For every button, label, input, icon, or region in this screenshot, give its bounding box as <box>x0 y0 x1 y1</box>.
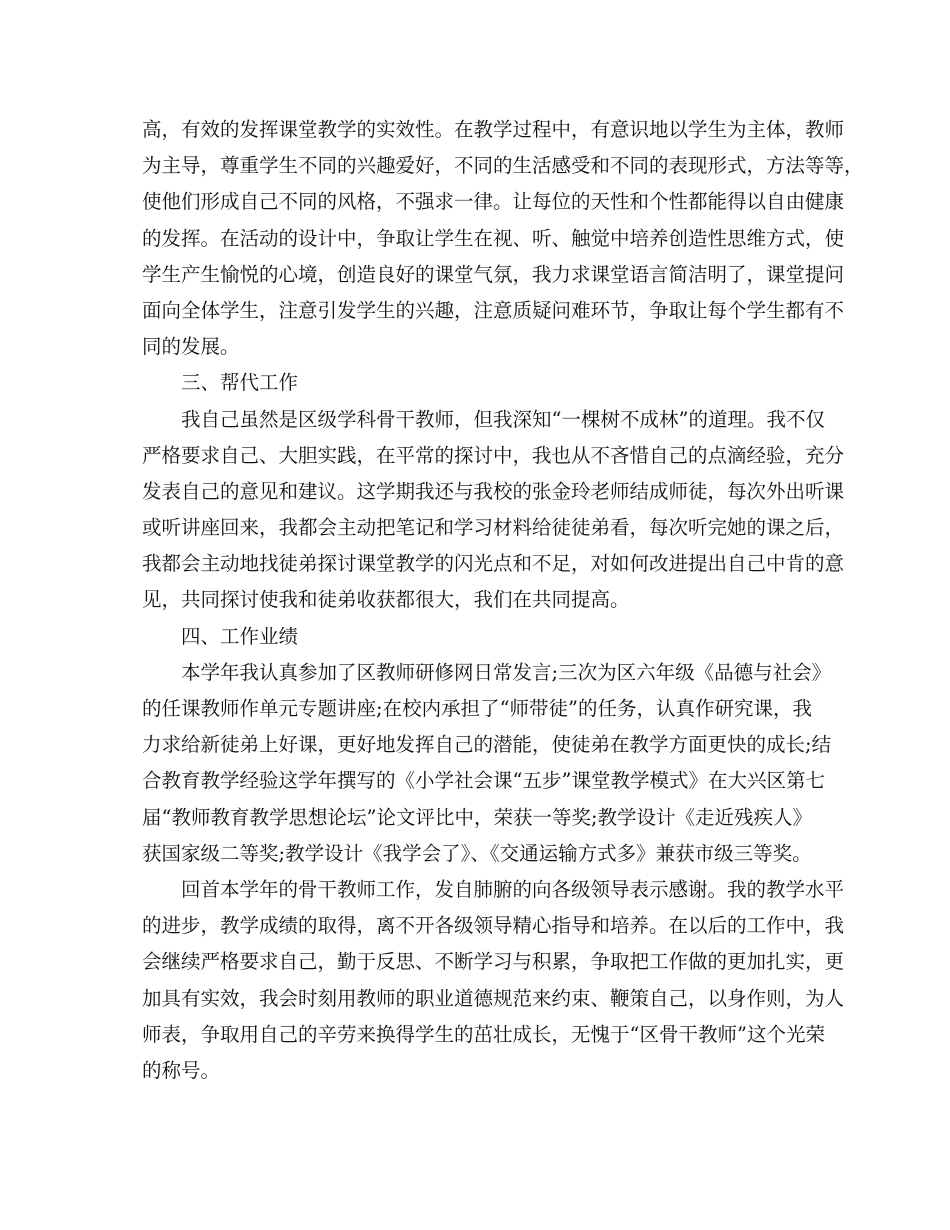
text-line: 回首本学年的骨干教师工作，发自肺腑的向各级领导表示感谢。我的教学水平 <box>181 877 845 901</box>
text-line: 会继续严格要求自己，勤于反思、不断学习与积累，争取把工作做的更加扎实，更 <box>142 950 845 974</box>
text-line: 我都会主动地找徒弟探讨课堂教学的闪光点和不足，对如何改进提出自己中肯的意 <box>142 552 845 576</box>
text-line: 发表自己的意见和建议。这学期我还与我校的张金玲老师结成师徒，每次外出听课 <box>142 479 845 503</box>
text-line: 的发挥。在活动的设计中，争取让学生在视、听、触觉中培养创造性思维方式，使 <box>142 226 845 250</box>
text-line: 届“教师教育教学思想论坛”论文评比中，荣获一等奖;教学设计《走近残疾人》 <box>142 805 813 829</box>
text-line: 的任课教师作单元专题讲座;在校内承担了“师带徒”的任务，认真作研究课，我 <box>142 697 813 720</box>
text-line: 我自己虽然是区级学科骨干教师，但我深知“一棵树不成林”的道理。我不仅 <box>181 407 825 431</box>
text-line: 获国家级二等奖;教学设计《我学会了》、《交通运输方式多》兼获市级三等奖。 <box>142 841 812 865</box>
text-line: 使他们形成自己不同的风格，不强求一律。让每位的天性和个性都能得以自由健康 <box>142 190 845 214</box>
text-line: 为主导，尊重学生不同的兴趣爱好，不同的生活感受和不同的表现形式，方法等等， <box>142 154 864 178</box>
text-line: 面向全体学生，注意引发学生的兴趣，注意质疑问难环节，争取让每个学生都有不 <box>142 298 845 322</box>
text-line: 加具有实效，我会时刻用教师的职业道德规范来约束、鞭策自己，以身作则，为人 <box>142 986 845 1010</box>
text-line: 同的发展。 <box>142 335 240 359</box>
text-line: 高，有效的发挥课堂教学的实效性。在教学过程中，有意识地以学生为主体，教师 <box>142 118 845 141</box>
text-line: 四、工作业绩 <box>181 624 299 648</box>
text-line: 严格要求自己、大胆实践，在平常的探讨中，我也从不吝惜自己的点滴经验，充分 <box>142 443 845 467</box>
text-line: 见，共同探讨使我和徒弟收获都很大，我们在共同提高。 <box>142 588 630 612</box>
text-line: 或听讲座回来，我都会主动把笔记和学习材料给徒徒弟看，每次听完她的课之后， <box>142 516 845 540</box>
text-line: 学生产生愉悦的心境，创造良好的课堂气氛，我力求课堂语言简洁明了，课堂提问 <box>142 262 845 286</box>
text-line: 合教育教学经验这学年撰写的《小学社会课“五步”课堂教学模式》在大兴区第七 <box>142 769 825 793</box>
text-line: 本学年我认真参加了区教师研修网日常发言;三次为区六年级《品德与社会》 <box>181 660 832 684</box>
text-line: 三、帮代工作 <box>181 371 299 395</box>
text-line: 的进步，教学成绩的取得，离不开各级领导精心指导和培养。在以后的工作中，我 <box>142 914 845 938</box>
document-body <box>142 112 864 1089</box>
text-line: 师表，争取用自己的辛劳来换得学生的茁壮成长，无愧于“区骨干教师”这个光荣 <box>142 1022 825 1046</box>
text-line: 的称号。 <box>142 1058 221 1082</box>
text-line: 力求给新徒弟上好课，更好地发挥自己的潜能，使徒弟在教学方面更快的成长;结 <box>142 733 832 757</box>
